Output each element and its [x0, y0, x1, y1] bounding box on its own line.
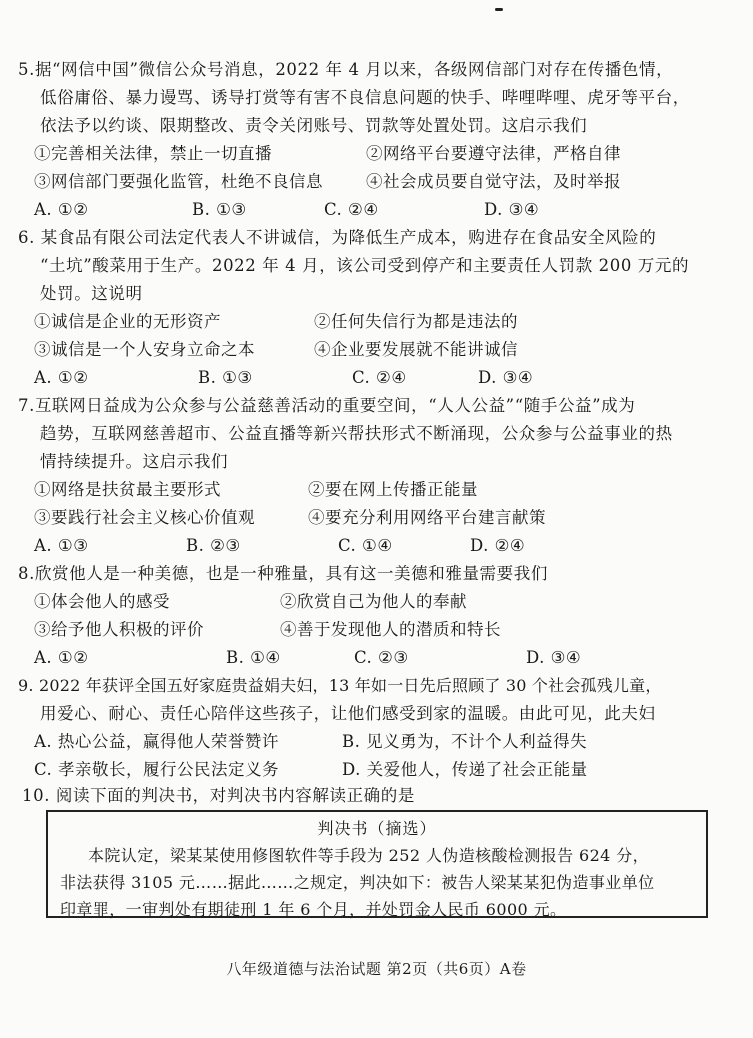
- question-5-stem-line-2: 低俗庸俗、暴力谩骂、诱导打赏等有害不良信息问题的快手、哔哩哔哩、虎牙等平台，: [40, 88, 690, 107]
- question-5-stem-line-3: 依法予以约谈、限期整改、责令关闭账号、罚款等处置处罚。这启示我们: [40, 116, 588, 135]
- answer-b: B. 见义勇为，不计个人利益得失: [342, 732, 588, 751]
- judgment-line-2: 非法获得 3105 元……据此……之规定，判决如下：被告人梁某某犯伪造事业单位: [60, 873, 655, 892]
- answer-c: C. ②④: [324, 200, 379, 219]
- answer-d: D. ③④: [478, 368, 534, 387]
- question-6-stem-line-2: “土坑”酸菜用于生产。2022 年 4 月，该公司受到停产和主要责任人罚款 200 万元的: [40, 256, 690, 275]
- option-3: ③给予他人积极的评价: [34, 620, 204, 639]
- question-8: [18, 560, 718, 672]
- question-7-stem-line-1: 7.互联网日益成为公众参与公益慈善活动的重要空间，“人人公益”“随手公益”成为: [18, 396, 636, 415]
- option-3: ③诚信是一个人安身立命之本: [34, 340, 255, 359]
- option-2: ②网络平台要遵守法律，严格自律: [366, 144, 621, 163]
- answer-d: D. ③④: [526, 648, 582, 667]
- answer-b: B. ①④: [226, 648, 281, 667]
- question-6-stem-line-1: 6. 某食品有限公司法定代表人不讲诚信，为降低生产成本，购进存在食品安全风险的: [18, 228, 657, 247]
- option-2: ②要在网上传播正能量: [308, 480, 478, 499]
- question-8-options-row-1: [18, 588, 718, 616]
- answer-b: B. ①③: [198, 368, 253, 387]
- question-5-options-row-2: [18, 168, 718, 196]
- answer-c: C. ①④: [338, 536, 393, 555]
- option-1: ①体会他人的感受: [34, 592, 170, 611]
- question-8-options-row-2: [18, 616, 718, 644]
- option-3: ③要践行社会主义核心价值观: [34, 508, 255, 527]
- option-1: ①完善相关法律，禁止一切直播: [34, 144, 272, 163]
- option-1: ①网络是扶贫最主要形式: [34, 480, 221, 499]
- question-8-answers: [18, 644, 718, 672]
- question-5-options-row-1: [18, 140, 718, 168]
- answer-a: A. ①②: [34, 368, 89, 387]
- page-footer: 八年级道德与法治试题 第2页（共6页）A卷: [226, 960, 527, 978]
- judgment-line-1: 本院认定，梁某某使用修图软件等手段为 252 人伪造核酸检测报告 624 分，: [88, 846, 650, 865]
- option-4: ④善于发现他人的潜质和特长: [280, 620, 501, 639]
- question-7-stem-line-2: 趋势，互联网慈善超市、公益直播等新兴帮扶形式不断涌现，公众参与公益事业的热: [40, 424, 673, 443]
- option-2: ②任何失信行为都是违法的: [314, 312, 518, 331]
- answer-a: A. ①②: [34, 200, 89, 219]
- option-4: ④要充分利用网络平台建言献策: [308, 508, 546, 527]
- question-6-options-row-2: [18, 336, 718, 364]
- answer-b: B. ②③: [186, 536, 241, 555]
- question-10: [18, 782, 718, 810]
- question-5-stem-line-1: 5.据“网信中国”微信公众号消息，2022 年 4 月以来，各级网信部门对存在传播色情，: [18, 60, 674, 79]
- question-8-stem-line-1: 8.欣赏他人是一种美德，也是一种雅量，具有这一美德和雅量需要我们: [18, 564, 548, 583]
- answer-d: D. ③④: [484, 200, 540, 219]
- option-1: ①诚信是企业的无形资产: [34, 312, 221, 331]
- judgment-line-3: 印章罪，一审判处有期徒刑 1 年 6 个月，并处罚金人民币 6000 元。: [60, 900, 567, 919]
- answer-a: A. ①②: [34, 648, 89, 667]
- question-9-stem-line-1: 9. 2022 年获评全国五好家庭贵益娟夫妇，13 年如一日先后照顾了 30 个社会孤残儿童，: [18, 676, 662, 695]
- question-9-answers-row-2: [18, 756, 718, 784]
- option-3: ③网信部门要强化监管，杜绝不良信息: [34, 172, 323, 191]
- judgment-box: [46, 810, 708, 918]
- question-9-stem-line-2: 用爱心、耐心、责任心陪伴这些孩子，让他们感受到家的温暖。由此可见，此夫妇: [40, 704, 656, 723]
- question-10-stem: 10. 阅读下面的判决书，对判决书内容解读正确的是: [22, 786, 415, 805]
- question-6-options-row-1: [18, 308, 718, 336]
- question-5-answers: [18, 196, 718, 224]
- answer-a: A. ①③: [34, 536, 89, 555]
- answer-b: B. ①③: [192, 200, 247, 219]
- question-7-options-row-2: [18, 504, 718, 532]
- question-9-answers-row-1: [18, 728, 718, 756]
- question-7: [18, 392, 718, 560]
- question-9: [18, 672, 718, 784]
- scan-mark: [495, 8, 503, 11]
- answer-c: C. ②③: [354, 648, 409, 667]
- question-5: [18, 56, 718, 224]
- question-7-answers: [18, 532, 718, 560]
- question-6-answers: [18, 364, 718, 392]
- judgment-title: 判决书（摘选）: [317, 819, 437, 838]
- answer-c: C. 孝亲敬长，履行公民法定义务: [34, 760, 280, 779]
- question-6: [18, 224, 718, 392]
- option-4: ④社会成员要自觉守法，及时举报: [366, 172, 621, 191]
- answer-d: D. ②④: [470, 536, 526, 555]
- question-6-stem-line-3: 处罚。这说明: [40, 284, 143, 303]
- option-2: ②欣赏自己为他人的奉献: [280, 592, 467, 611]
- question-7-options-row-1: [18, 476, 718, 504]
- question-7-stem-line-3: 情持续提升。这启示我们: [40, 452, 229, 471]
- answer-d: D. 关爱他人，传递了社会正能量: [342, 760, 588, 779]
- answer-a: A. 热心公益，赢得他人荣誉赞许: [34, 732, 279, 751]
- answer-c: C. ②④: [352, 368, 407, 387]
- option-4: ④企业要发展就不能讲诚信: [314, 340, 518, 359]
